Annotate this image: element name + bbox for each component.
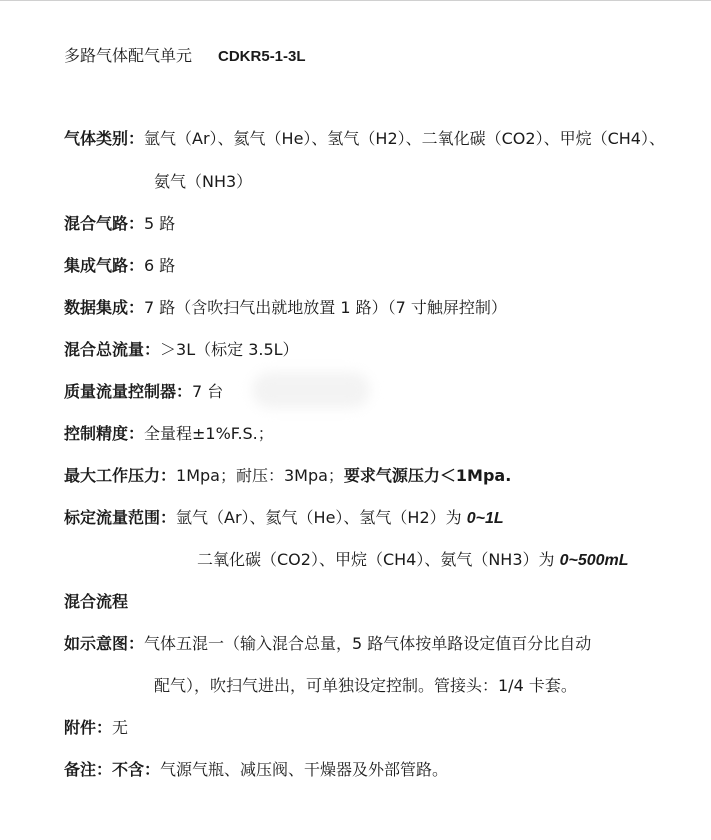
process-label: 混合流程 (64, 592, 129, 611)
gas-types-row (64, 128, 665, 150)
mixed-paths-row (64, 213, 175, 235)
document-title (64, 45, 306, 68)
calibration-line2-range: 0~500mL (559, 552, 629, 569)
data-integration-row (64, 297, 507, 319)
calibration-line1-range: 0~1L (466, 510, 504, 527)
calibration-row-cont (197, 549, 629, 572)
blurred-watermark (252, 372, 370, 408)
diagram-label: 如示意图： (64, 634, 145, 653)
integrated-paths-value: 6 路 (144, 256, 176, 275)
diagram-row-cont (154, 675, 577, 697)
precision-value: 全量程±1%F.S.； (144, 424, 274, 443)
calibration-line1-text: 氩气（Ar）、氦气（He）、氢气（H2）为 (176, 508, 467, 527)
mfc-value: 7 台 (192, 382, 224, 401)
gas-types-label: 气体类别： (64, 129, 145, 148)
pressure-label: 最大工作压力： (64, 466, 177, 485)
data-integration-value: 7 路（含吹扫气出就地放置 1 路）（7 寸触屏控制） (144, 298, 507, 317)
mfc-row (64, 381, 223, 403)
remarks-label: 备注：不含： (64, 760, 161, 779)
mixed-paths-label: 混合气路： (64, 214, 145, 233)
pressure-row (64, 465, 511, 487)
gas-types-row-cont (154, 171, 252, 193)
title-text: 多路气体配气单元 (64, 46, 193, 65)
total-flow-label: 混合总流量： (64, 340, 161, 359)
calibration-label: 标定流量范围： (64, 508, 177, 527)
integrated-paths-label: 集成气路： (64, 256, 145, 275)
data-integration-label: 数据集成： (64, 298, 145, 317)
pressure-value: 1Mpa；耐压：3Mpa； (176, 466, 344, 485)
mfc-label: 质量流量控制器： (64, 382, 193, 401)
calibration-row (64, 507, 504, 530)
model-number: CDKR5-1-3L (218, 48, 306, 65)
mixed-paths-value: 5 路 (144, 214, 176, 233)
remarks-row (64, 759, 448, 781)
precision-row (64, 423, 274, 445)
diagram-value-cont: 配气），吹扫气进出，可单独设定控制。管接头：1/4 卡套。 (154, 676, 577, 695)
precision-label: 控制精度： (64, 424, 145, 443)
process-heading (64, 591, 128, 613)
attachment-label: 附件： (64, 718, 113, 737)
gas-types-value: 氩气（Ar）、氦气（He）、氢气（H2）、二氧化碳（CO2）、甲烷（CH4）、 (144, 129, 665, 148)
gas-types-value-cont: 氨气（NH3） (154, 172, 253, 191)
pressure-requirement: 要求气源压力＜1Mpa. (343, 466, 512, 485)
attachment-value: 无 (112, 718, 129, 737)
attachment-row (64, 717, 128, 739)
remarks-value: 气源气瓶、减压阀、干燥器及外部管路。 (160, 760, 449, 779)
total-flow-value: ＞3L（标定 3.5L） (160, 340, 299, 359)
calibration-line2-text: 二氧化碳（CO2）、甲烷（CH4）、氨气（NH3）为 (197, 550, 560, 569)
diagram-value: 气体五混一（输入混合总量，5 路气体按单路设定值百分比自动 (144, 634, 592, 653)
integrated-paths-row (64, 255, 175, 277)
diagram-row (64, 633, 591, 655)
top-border (0, 0, 711, 1)
total-flow-row (64, 339, 299, 361)
